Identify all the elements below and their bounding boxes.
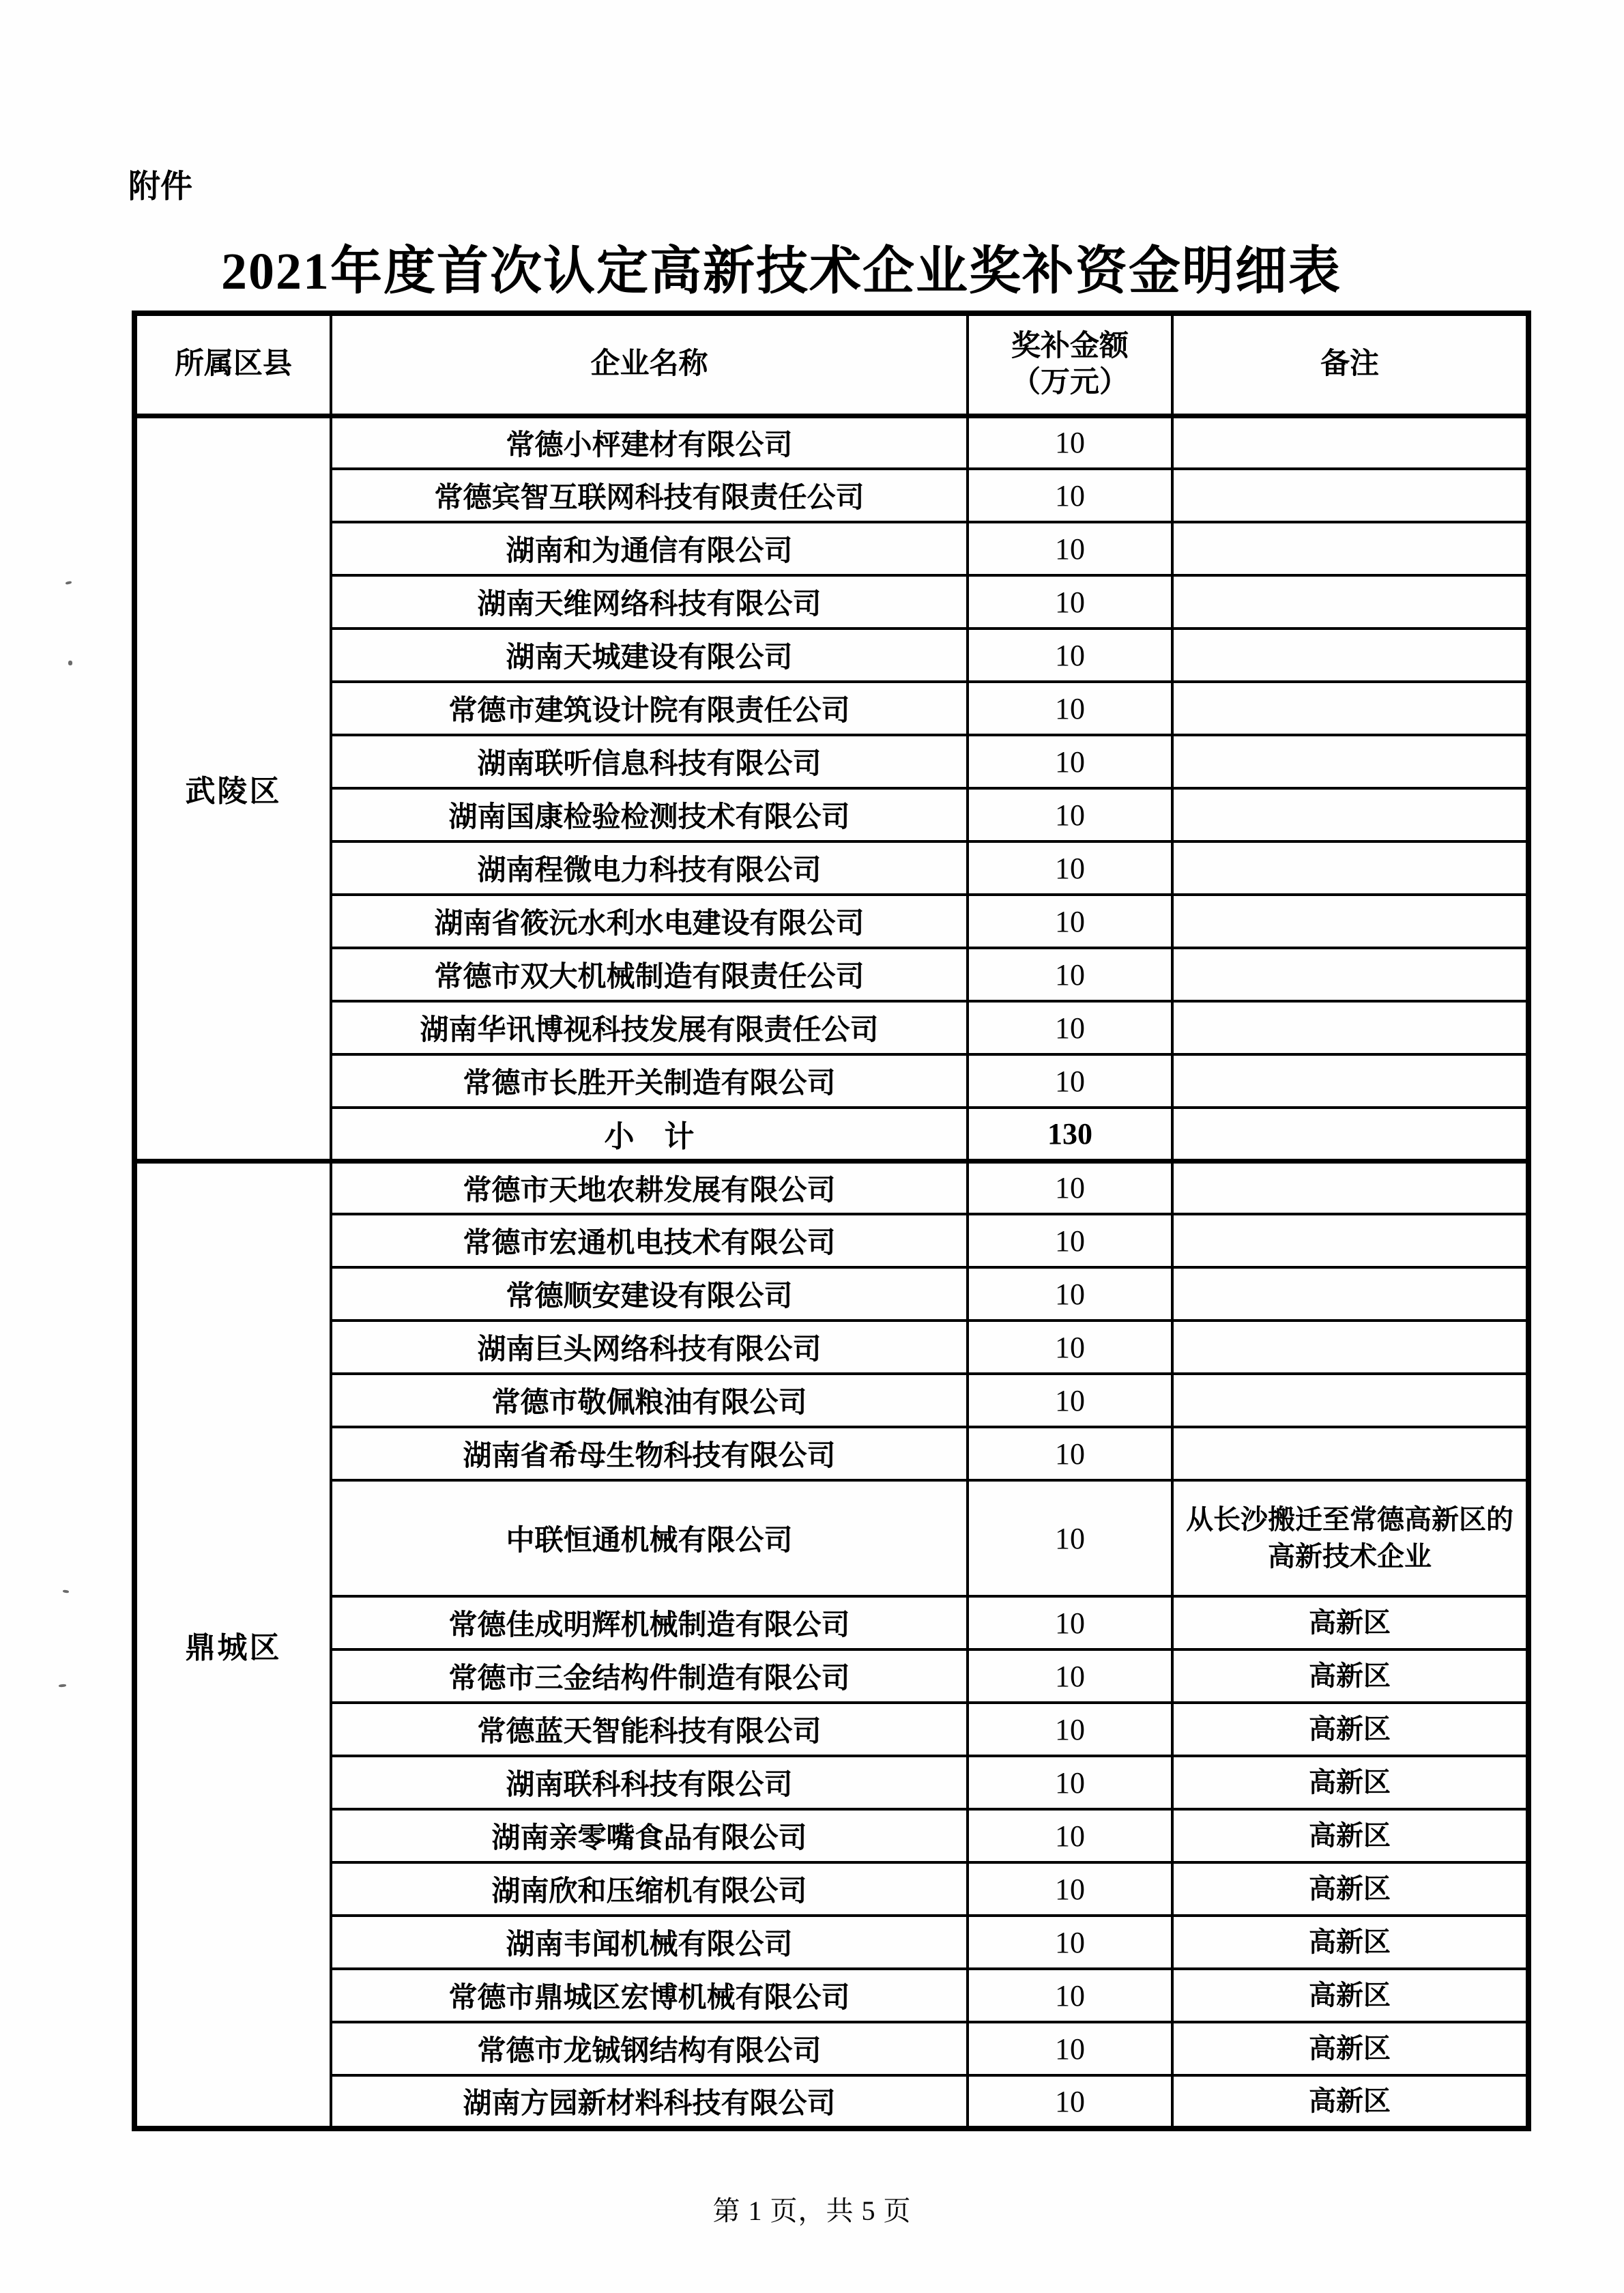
company-cell: 常德市敬佩粮油有限公司: [331, 1374, 968, 1427]
remark-cell: [1172, 735, 1528, 788]
remark-cell: 从长沙搬迁至常德高新区的高新技术企业: [1172, 1480, 1528, 1596]
amount-cell: 10: [968, 788, 1172, 841]
table-row: [134, 2075, 1528, 2129]
subsidy-table: [132, 311, 1531, 2131]
table-row: [134, 1001, 1528, 1054]
remark-cell: [1172, 1054, 1528, 1108]
scan-speck: [66, 581, 72, 585]
column-header-company: 企业名称: [331, 313, 968, 416]
company-cell: 湖南欣和压缩机有限公司: [331, 1862, 968, 1916]
remark-cell: [1172, 1321, 1528, 1374]
table-row: [134, 1161, 1528, 1214]
amount-cell: 10: [968, 522, 1172, 575]
company-cell: 湖南联听信息科技有限公司: [331, 735, 968, 788]
amount-cell: 10: [968, 2075, 1172, 2129]
table-row: [134, 1916, 1528, 1969]
company-cell: 常德市建筑设计院有限责任公司: [331, 682, 968, 735]
table-row: [134, 575, 1528, 629]
table-row: [134, 788, 1528, 841]
company-cell: 湖南和为通信有限公司: [331, 522, 968, 575]
table-row: [134, 1321, 1528, 1374]
amount-cell: 10: [968, 2022, 1172, 2075]
page-footer: 第 1 页，共 5 页: [712, 2195, 912, 2226]
scan-speck: [63, 1589, 69, 1593]
amount-cell: 10: [968, 1756, 1172, 1809]
column-header-remark: 备注: [1172, 313, 1528, 416]
remark-cell: 高新区: [1172, 1596, 1528, 1649]
table-row: [134, 1054, 1528, 1108]
remark-cell: 高新区: [1172, 1703, 1528, 1756]
company-cell: 常德市双大机械制造有限责任公司: [331, 948, 968, 1001]
company-cell: 常德市宏通机电技术有限公司: [331, 1214, 968, 1267]
table-row: [134, 948, 1528, 1001]
scan-speck: [68, 661, 72, 665]
remark-cell: 高新区: [1172, 1756, 1528, 1809]
company-cell: 湖南方园新材料科技有限公司: [331, 2075, 968, 2129]
table-row: [134, 629, 1528, 682]
remark-cell: [1172, 1161, 1528, 1214]
remark-cell: [1172, 1001, 1528, 1054]
remark-cell: 高新区: [1172, 1916, 1528, 1969]
company-cell: 湖南华讯博视科技发展有限责任公司: [331, 1001, 968, 1054]
amount-cell: 10: [968, 575, 1172, 629]
company-cell: 常德市鼎城区宏博机械有限公司: [331, 1969, 968, 2022]
amount-cell: 10: [968, 1054, 1172, 1108]
amount-cell: 10: [968, 841, 1172, 895]
subtotal-amount-cell: 130: [968, 1108, 1172, 1161]
scan-speck: [59, 1684, 66, 1688]
page-title: 2021年度首次认定高新技术企业奖补资金明细表: [221, 243, 1342, 300]
company-cell: 常德宾智互联网科技有限责任公司: [331, 469, 968, 522]
company-cell: 常德小枰建材有限公司: [331, 416, 968, 469]
company-cell: 常德顺安建设有限公司: [331, 1267, 968, 1321]
remark-cell: [1172, 1427, 1528, 1480]
subtotal-remark-cell: [1172, 1108, 1528, 1161]
amount-cell: 10: [968, 1649, 1172, 1703]
company-cell: 常德市天地农耕发展有限公司: [331, 1161, 968, 1214]
table-row: [134, 2022, 1528, 2075]
remark-cell: 高新区: [1172, 2075, 1528, 2129]
amount-cell: 10: [968, 1161, 1172, 1214]
company-cell: 湖南巨头网络科技有限公司: [331, 1321, 968, 1374]
table-header: [134, 313, 1528, 416]
column-header-district: 所属区县: [134, 313, 331, 416]
column-header-amount: [968, 313, 1172, 416]
amount-cell: 10: [968, 948, 1172, 1001]
remark-cell: [1172, 522, 1528, 575]
remark-cell: [1172, 948, 1528, 1001]
amount-cell: 10: [968, 416, 1172, 469]
remark-cell: [1172, 895, 1528, 948]
table-row: [134, 1862, 1528, 1916]
company-cell: 湖南省筱沅水利水电建设有限公司: [331, 895, 968, 948]
remark-cell: [1172, 629, 1528, 682]
subtotal-row: [134, 1108, 1528, 1161]
amount-cell: 10: [968, 1267, 1172, 1321]
table-row: [134, 416, 1528, 469]
company-cell: 湖南联科科技有限公司: [331, 1756, 968, 1809]
remark-cell: [1172, 1267, 1528, 1321]
company-cell: 常德市长胜开关制造有限公司: [331, 1054, 968, 1108]
remark-cell: 高新区: [1172, 1969, 1528, 2022]
amount-cell: 10: [968, 629, 1172, 682]
amount-cell: 10: [968, 1480, 1172, 1596]
table-row: [134, 1427, 1528, 1480]
table-row: [134, 1703, 1528, 1756]
table-row: [134, 469, 1528, 522]
amount-cell: 10: [968, 1916, 1172, 1969]
table-row: [134, 682, 1528, 735]
column-header-line: 奖补金额: [1011, 330, 1129, 362]
remark-cell: [1172, 788, 1528, 841]
amount-cell: 10: [968, 1001, 1172, 1054]
table-row: [134, 1649, 1528, 1703]
company-cell: 常德蓝天智能科技有限公司: [331, 1703, 968, 1756]
company-cell: 湖南天维网络科技有限公司: [331, 575, 968, 629]
table-row: [134, 841, 1528, 895]
remark-cell: [1172, 1214, 1528, 1267]
remark-cell: [1172, 416, 1528, 469]
attachment-label: 附件: [128, 168, 192, 204]
company-cell: 常德市龙铖钢结构有限公司: [331, 2022, 968, 2075]
district-cell: 鼎城区: [134, 1161, 331, 2129]
company-cell: 湖南省希母生物科技有限公司: [331, 1427, 968, 1480]
remark-cell: [1172, 682, 1528, 735]
amount-cell: 10: [968, 735, 1172, 788]
table-row: [134, 1969, 1528, 2022]
table-row: [134, 1596, 1528, 1649]
remark-cell: [1172, 1374, 1528, 1427]
remark-cell: [1172, 841, 1528, 895]
amount-cell: 10: [968, 1374, 1172, 1427]
amount-cell: 10: [968, 895, 1172, 948]
district-cell: 武陵区: [134, 416, 331, 1161]
table-row: [134, 1756, 1528, 1809]
amount-cell: 10: [968, 1427, 1172, 1480]
company-cell: 中联恒通机械有限公司: [331, 1480, 968, 1596]
company-cell: 湖南国康检验检测技术有限公司: [331, 788, 968, 841]
remark-cell: 高新区: [1172, 1649, 1528, 1703]
table-row: [134, 1214, 1528, 1267]
amount-cell: 10: [968, 1862, 1172, 1916]
amount-cell: 10: [968, 1969, 1172, 2022]
amount-cell: 10: [968, 1809, 1172, 1862]
company-cell: 湖南亲零嘴食品有限公司: [331, 1809, 968, 1862]
table-row: [134, 522, 1528, 575]
amount-cell: 10: [968, 1596, 1172, 1649]
amount-cell: 10: [968, 682, 1172, 735]
table-row: [134, 1809, 1528, 1862]
subtotal-label-cell: 小 计: [331, 1108, 968, 1161]
table-row: [134, 895, 1528, 948]
remark-cell: [1172, 469, 1528, 522]
amount-cell: 10: [968, 1321, 1172, 1374]
company-cell: 常德市三金结构件制造有限公司: [331, 1649, 968, 1703]
table-header-row: [134, 313, 1528, 416]
company-cell: 常德佳成明辉机械制造有限公司: [331, 1596, 968, 1649]
table-row: [134, 1267, 1528, 1321]
amount-cell: 10: [968, 469, 1172, 522]
remark-cell: 高新区: [1172, 1809, 1528, 1862]
amount-cell: 10: [968, 1214, 1172, 1267]
table-row: [134, 1480, 1528, 1596]
column-header-line: （万元）: [1011, 366, 1129, 399]
company-cell: 湖南韦闻机械有限公司: [331, 1916, 968, 1969]
table-row: [134, 1374, 1528, 1427]
amount-cell: 10: [968, 1703, 1172, 1756]
remark-cell: 高新区: [1172, 2022, 1528, 2075]
company-cell: 湖南程微电力科技有限公司: [331, 841, 968, 895]
remark-cell: 高新区: [1172, 1862, 1528, 1916]
company-cell: 湖南天城建设有限公司: [331, 629, 968, 682]
table-row: [134, 735, 1528, 788]
remark-cell: [1172, 575, 1528, 629]
table-body: [134, 416, 1528, 2129]
